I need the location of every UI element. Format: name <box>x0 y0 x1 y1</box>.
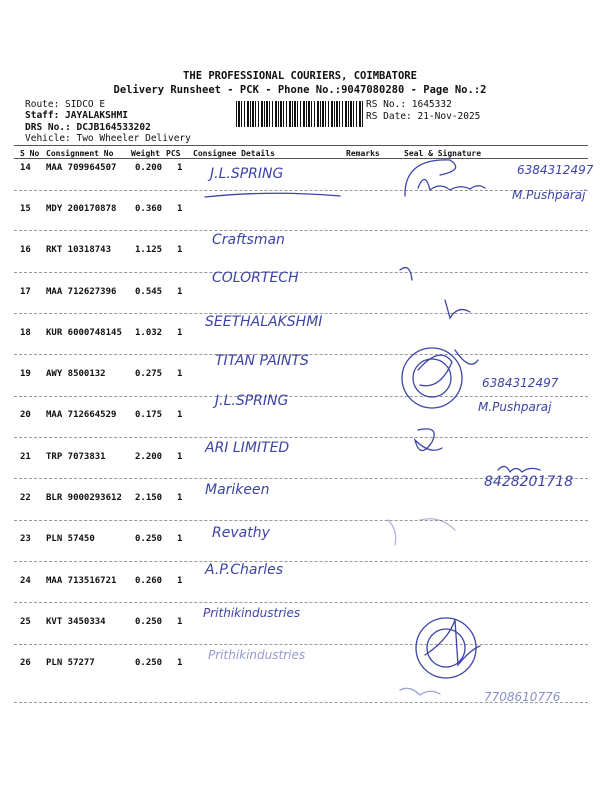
col-sno: S No <box>20 149 40 158</box>
row-17-pcs: 1 <box>177 287 183 297</box>
row-19-pcs: 1 <box>177 369 183 379</box>
rs-number: RS No.: 1645332 <box>366 99 452 110</box>
row-26-sno: 26 <box>20 658 31 668</box>
staff-label: Staff: JAYALAKSHMI <box>25 110 128 121</box>
vehicle-label: Vehicle: Two Wheeler Delivery <box>25 133 191 144</box>
stamp-1-icon <box>402 348 462 408</box>
row-24-pcs: 1 <box>177 576 183 586</box>
handwritten-consignee-10: A.P.Charles <box>205 562 284 578</box>
row-20-weight: 0.175 <box>135 410 163 420</box>
runsheet-subtitle: Delivery Runsheet - PCK - Phone No.:9047080280 - Page No.:2 <box>113 84 487 96</box>
row-18-pcs: 1 <box>177 328 183 338</box>
row-20-sno: 20 <box>20 410 31 420</box>
handwritten-consignee-8: Marikeen <box>205 482 270 498</box>
row-22-sno: 22 <box>20 493 31 503</box>
row-21-sno: 21 <box>20 452 31 462</box>
row-18-consignment: KUR 6000748145 <box>46 328 122 338</box>
row-15-consignment: MDY 200170878 <box>46 204 117 214</box>
row-23-consignment: PLN 57450 <box>46 534 95 544</box>
row-18-weight: 1.032 <box>135 328 163 338</box>
row-25-consignment: KVT 3450334 <box>46 617 106 627</box>
row-23-weight: 0.250 <box>135 534 163 544</box>
row-16-weight: 1.125 <box>135 245 163 255</box>
handwritten-phone-2: 6384312497 <box>482 376 559 390</box>
handwritten-name-2: M.Pushparaj <box>478 400 552 414</box>
row-15-sno: 15 <box>20 204 31 214</box>
row-24-consignment: MAA 713516721 <box>46 576 117 586</box>
handwritten-phone-3: 8428201718 <box>484 474 574 490</box>
row-16-pcs: 1 <box>177 245 183 255</box>
handwritten-consignee-9: Revathy <box>212 525 270 541</box>
signature-7 <box>400 688 440 695</box>
drs-number: DRS No.: DCJB164533202 <box>25 122 151 133</box>
stamp-2-icon <box>416 618 476 678</box>
row-24-sno: 24 <box>20 576 31 586</box>
row-19-sno: 19 <box>20 369 31 379</box>
row-14-consignment: MAA 709964507 <box>46 163 117 173</box>
row-15-weight: 0.360 <box>135 204 163 214</box>
stamp-1-inner-icon <box>413 359 451 397</box>
rs-date: RS Date: 21-Nov-2025 <box>366 111 481 122</box>
row-16-sno: 16 <box>20 245 31 255</box>
row-14-weight: 0.200 <box>135 163 163 173</box>
row-17-consignment: MAA 712627396 <box>46 287 117 297</box>
col-consignee: Consignee Details <box>193 149 275 158</box>
handwritten-consignee-5: TITAN PAINTS <box>215 353 309 369</box>
row-26-pcs: 1 <box>177 658 183 668</box>
row-25-sno: 25 <box>20 617 31 627</box>
row-14-sno: 14 <box>20 163 31 173</box>
row-19-weight: 0.275 <box>135 369 163 379</box>
row-19-consignment: AWY 8500132 <box>46 369 106 379</box>
handwritten-consignee-3: COLORTECH <box>212 270 299 286</box>
route-label: Route: SIDCO E <box>25 99 106 110</box>
handwritten-consignee-4: SEETHALAKSHMI <box>205 314 323 330</box>
row-17-sno: 17 <box>20 287 31 297</box>
stamp-2-inner-icon <box>427 629 465 667</box>
row-17-weight: 0.545 <box>135 287 163 297</box>
signature-5 <box>498 466 540 472</box>
handwritten-consignee-1: J.L.SPRING <box>210 166 284 182</box>
handwritten-consignee-11: Prithikindustries <box>203 606 301 620</box>
row-22-pcs: 1 <box>177 493 183 503</box>
handwritten-consignee-7: ARI LIMITED <box>205 440 290 456</box>
row-25-pcs: 1 <box>177 617 183 627</box>
row-21-consignment: TRP 7073831 <box>46 452 106 462</box>
row-26-weight: 0.250 <box>135 658 163 668</box>
strike-line <box>205 193 340 197</box>
handwritten-consignee-2: Craftsman <box>212 232 285 248</box>
handwritten-phone-4: 7708610776 <box>484 690 561 704</box>
row-23-sno: 23 <box>20 534 31 544</box>
row-23-pcs: 1 <box>177 534 183 544</box>
row-25-weight: 0.250 <box>135 617 163 627</box>
col-remarks: Remarks <box>346 149 380 158</box>
handwritten-phone-1: 6384312497 <box>517 163 594 177</box>
row-15-pcs: 1 <box>177 204 183 214</box>
company-title: THE PROFESSIONAL COURIERS, COIMBATORE <box>183 70 417 82</box>
signature-4 <box>415 429 442 451</box>
handwritten-name-1: M.Pushparaj <box>512 188 586 202</box>
col-seal: Seal & Signature <box>404 149 482 158</box>
row-21-weight: 2.200 <box>135 452 163 462</box>
signature-2 <box>400 268 470 318</box>
col-consignment: Consignment No <box>46 149 114 158</box>
col-weight: Weight <box>131 149 160 158</box>
row-14-pcs: 1 <box>177 163 183 173</box>
row-20-pcs: 1 <box>177 410 183 420</box>
row-20-consignment: MAA 712664529 <box>46 410 117 420</box>
row-21-pcs: 1 <box>177 452 183 462</box>
col-pcs: PCS <box>166 149 181 158</box>
row-16-consignment: RKT 10318743 <box>46 245 112 255</box>
handwritten-consignee-6: J.L.SPRING <box>215 393 289 409</box>
row-24-weight: 0.260 <box>135 576 163 586</box>
row-22-weight: 2.150 <box>135 493 163 503</box>
handwritten-consignee-12: Prithikindustries <box>208 648 306 662</box>
signature-1 <box>405 160 485 196</box>
row-22-consignment: BLR 9000293612 <box>46 493 122 503</box>
signature-6 <box>425 620 480 665</box>
faint-mark <box>388 519 455 545</box>
row-26-consignment: PLN 57277 <box>46 658 95 668</box>
row-18-sno: 18 <box>20 328 31 338</box>
